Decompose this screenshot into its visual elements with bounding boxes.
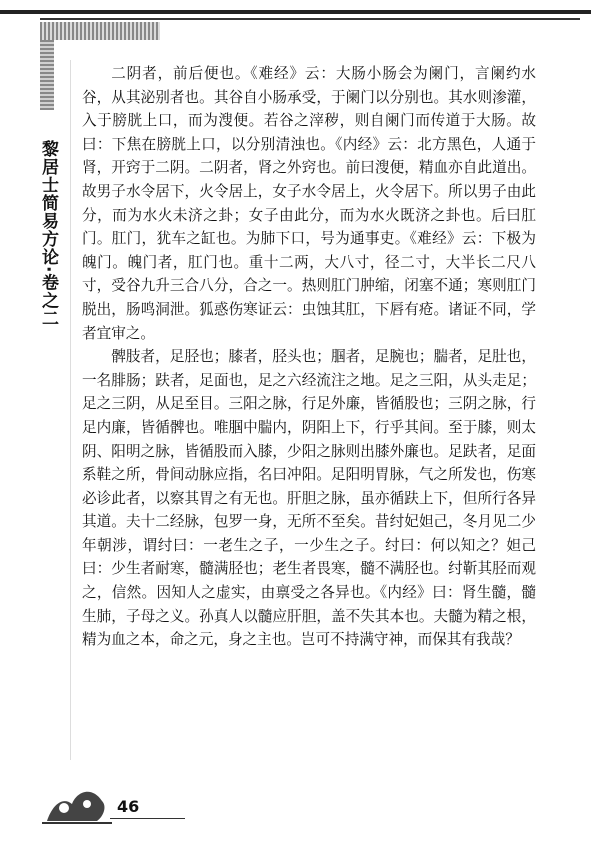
paragraph: 二阴者，前后便也。《难经》云：大肠小肠会为阑门，言阑约水谷，从其泌别者也。其谷自小肠承受，于阑门以分别也。其水则渗灌，入于膀胱上口，而为溲便。若谷之滓秽，则自阑门而传道于大肠。故曰：下焦在膀胱上口，以分别清浊也。《内经》云：北方黑色，人通于肾，开窍于二阴。二阴者，肾之外窍也。前曰溲便，精血亦自此道出。故男子水令居下，火令居上，女子水令居上，火令居下。所以男子由此分，而为水火未济之卦；女子由此分，而为水火既济之卦也。后曰肛门。肛门，犹车之缸也。为肺下口，号为通事吏。《难经》云：下极为魄门。魄门者，肛门也。重十二两，大八寸，径二寸，大半长二尺八寸，受谷九升三合八分，合之一。热则肛门肿缩，闭塞不通；寒则肛门脱出，肠鸣洞泄。狐惑伤寒证云：虫蚀其肛，下唇有疮。诸证不同，学者宜审之。 bbox=[82, 65, 536, 342]
paragraph: 髀肢者，足胫也；膝者，胫头也；腘者，足腕也；腨者，足肚也，一名腓肠；趺者，足面也，足之六经流注之地。足之三阳，从头走足；足之三阴，从足至目。三阳之脉，行足外廉，皆循股也；三阴之脉，行足内廉，皆循髀也。唯腘中腨内，阴阳上下，行乎其间。至于膝，则太阴、阳明之脉，皆循股而入膝，少阳之脉则出膝外廉也。足趺者，足面系鞋之所，骨间动脉应指，名曰冲阳。足阳明胃脉，气之所发也，伤寒必诊此者，以察其胃之有无也。肝胆之脉，虽亦循趺上下，但所行各异其道。夫十二经脉，包罗一身，无所不至矣。昔纣妃妲己，冬月见二少年朝涉，谓纣曰：一老生之子，一少生之子。纣曰：何以知之？妲己曰：少生者耐寒，髓满胫也；老生者畏寒，髓不满胫也。纣靳其胫而观之，信然。因知人之虚实，由禀受之各异也。《内经》曰：肾生髓，髓生肺，子母之义。孙真人以髓应肝胆，盖不失其本也。夫髓为精之根，精为血之本，命之元，身之主也。岂可不持满守神，而保其有我哉？ bbox=[82, 348, 536, 649]
corner-ornament bbox=[40, 22, 160, 40]
page-number: 46 bbox=[117, 797, 140, 816]
body-text bbox=[82, 62, 536, 652]
margin-rule bbox=[70, 60, 71, 760]
top-border bbox=[0, 10, 591, 14]
footer-rule bbox=[110, 818, 185, 819]
corner-ornament-vertical bbox=[40, 40, 54, 110]
running-title: 黎居士简易方论·卷之二 bbox=[38, 140, 58, 328]
footer-ornament bbox=[42, 776, 112, 826]
top-border-inner bbox=[40, 18, 580, 20]
